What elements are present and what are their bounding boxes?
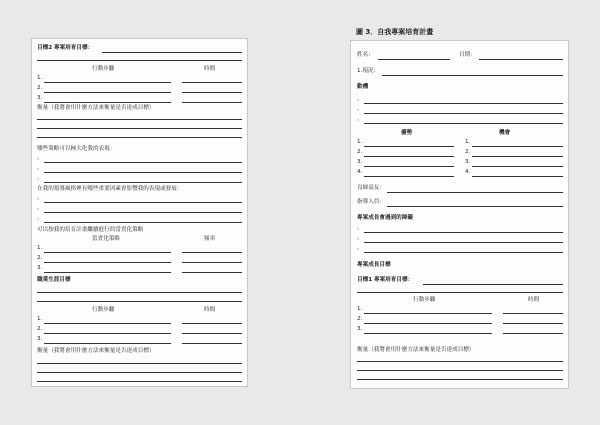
goal2-field-2[interactable]	[37, 60, 242, 61]
action-step-field[interactable]	[44, 102, 171, 103]
time-header: 時間	[528, 297, 540, 303]
bullet: 。	[37, 175, 43, 181]
row-number: 1.	[37, 75, 43, 81]
strategies-label: 哪些策略可以極大化我的表現：	[37, 146, 116, 152]
strategy-field[interactable]	[44, 172, 242, 173]
time-field[interactable]	[182, 82, 242, 83]
strength-field[interactable]	[364, 156, 454, 157]
time-field[interactable]	[182, 323, 242, 324]
action-step-field[interactable]	[44, 343, 171, 344]
time-field[interactable]	[503, 333, 563, 334]
row-number: 3.	[37, 265, 43, 271]
form-heading: 圖 3．自我專案培育計畫	[356, 28, 434, 36]
row-number: 1.	[37, 316, 43, 322]
row-number: 2.	[37, 85, 43, 91]
frequency-field[interactable]	[182, 262, 242, 263]
motivation-field[interactable]	[364, 123, 563, 124]
strengths-header: 優勢	[401, 130, 413, 136]
supervisor-field[interactable]	[387, 206, 563, 207]
measure-field[interactable]	[37, 137, 242, 138]
measure-field[interactable]	[37, 372, 242, 373]
bullet: 。	[37, 195, 43, 201]
strength-field[interactable]	[364, 176, 454, 177]
obstacle-field[interactable]	[364, 242, 563, 243]
accountability-header: 當責化策略	[92, 236, 120, 242]
time-field[interactable]	[182, 333, 242, 334]
row-number: 2.	[357, 149, 363, 155]
row-number: 4.	[465, 169, 471, 175]
accountability-field[interactable]	[44, 262, 171, 263]
time-header: 時間	[204, 66, 216, 72]
row-number: 2.	[37, 326, 43, 332]
row-number: 1.	[357, 139, 363, 145]
goal2-label: 目標2 專案培育目標：	[37, 45, 94, 51]
action-step-field[interactable]	[364, 313, 492, 314]
row-number: 2.	[465, 149, 471, 155]
accountability-field[interactable]	[44, 272, 171, 273]
leadership-field[interactable]	[44, 212, 242, 213]
supervisor-label: 指導人員：	[357, 199, 385, 205]
growth-goal-label: 專案成長目標	[357, 262, 391, 268]
goal1-field[interactable]	[423, 284, 563, 285]
bullet: 。	[37, 155, 43, 161]
name-label: 姓名：	[357, 52, 374, 58]
opportunity-field[interactable]	[472, 166, 563, 167]
row-number: 1.	[465, 139, 471, 145]
frequency-field[interactable]	[182, 252, 242, 253]
accountability-field[interactable]	[44, 252, 171, 253]
measure-field[interactable]	[357, 361, 563, 362]
action-step-field[interactable]	[44, 333, 171, 334]
bullet: 。	[357, 245, 363, 251]
form-page-left	[31, 38, 248, 387]
action-steps-header-2: 行動步驟	[92, 307, 115, 313]
bullet: 。	[357, 96, 363, 102]
career-label: 職業生涯目標	[37, 277, 71, 283]
strength-field[interactable]	[364, 146, 454, 147]
opportunity-field[interactable]	[472, 146, 563, 147]
measure-field[interactable]	[357, 370, 563, 371]
status-field[interactable]	[382, 75, 563, 76]
action-steps-header: 行動步驟	[413, 297, 436, 303]
mentor-field[interactable]	[387, 192, 563, 193]
career-field[interactable]	[37, 301, 242, 302]
row-number: 3.	[357, 326, 363, 332]
leadership-field[interactable]	[44, 222, 242, 223]
action-step-field[interactable]	[44, 92, 171, 93]
goal1-field-2[interactable]	[357, 292, 563, 293]
measure-label: 衡量（我將會用什麼方法來衡量是否達成目標）	[37, 105, 155, 111]
frequency-field[interactable]	[182, 272, 242, 273]
time-field[interactable]	[182, 343, 242, 344]
time-field[interactable]	[182, 102, 242, 103]
bullet: 。	[37, 165, 43, 171]
goal2-field[interactable]	[102, 52, 242, 53]
leadership-field[interactable]	[44, 202, 242, 203]
bullet: 。	[357, 235, 363, 241]
measure-label: 衡量（我將會用什麼方法來衡量是否達成目標）	[357, 347, 475, 353]
row-number: 1.	[37, 245, 43, 251]
strategy-field[interactable]	[44, 182, 242, 183]
frequency-header: 頻率	[204, 236, 216, 242]
time-field[interactable]	[503, 323, 563, 324]
row-number: 2.	[37, 255, 43, 261]
opportunity-field[interactable]	[472, 156, 563, 157]
row-number: 1.	[357, 306, 363, 312]
motivation-field[interactable]	[364, 113, 563, 114]
time-field[interactable]	[503, 313, 563, 314]
opportunity-field[interactable]	[472, 176, 563, 177]
opportunities-header: 機會	[499, 130, 511, 136]
time-header-2: 時間	[204, 307, 216, 313]
motivation-label: 動機	[357, 84, 369, 90]
row-number: 3.	[357, 159, 363, 165]
row-number: 4.	[357, 169, 363, 175]
form-page-right	[350, 40, 569, 389]
measure-field[interactable]	[357, 379, 563, 380]
time-field[interactable]	[182, 92, 242, 93]
bullet: 。	[357, 106, 363, 112]
measure-field[interactable]	[37, 119, 242, 120]
bullet: 。	[37, 205, 43, 211]
action-step-field[interactable]	[44, 323, 171, 324]
name-field[interactable]	[378, 59, 450, 60]
career-field[interactable]	[37, 292, 242, 293]
row-number: 3.	[37, 95, 43, 101]
row-number: 2.	[357, 316, 363, 322]
bullet: 。	[357, 116, 363, 122]
motivation-field[interactable]	[364, 103, 563, 104]
measure-field[interactable]	[37, 128, 242, 129]
obstacle-field[interactable]	[364, 232, 563, 233]
action-step-field[interactable]	[364, 333, 492, 334]
bullet: 。	[37, 215, 43, 221]
measure-field[interactable]	[37, 363, 242, 364]
obstacle-field[interactable]	[364, 252, 563, 253]
measure-label-2: 衡量（我將會用什麼方法來衡量是否達成目標）	[37, 348, 155, 354]
bullet: 。	[357, 225, 363, 231]
action-step-field[interactable]	[44, 82, 171, 83]
goal1-label: 目標1 專案培育目標：	[357, 277, 414, 283]
mentor-label: 良師益友：	[357, 185, 385, 191]
action-step-field[interactable]	[364, 323, 492, 324]
status-label: 1.現況：	[357, 68, 380, 74]
date-label: 日期：	[459, 52, 476, 58]
row-number: 3.	[37, 336, 43, 342]
obstacles-label: 專案成長會遇到的障礙	[357, 215, 413, 221]
leadership-label: 在我的領導風格裡有哪些重要因素會影響我的表現或發展：	[37, 186, 183, 192]
measure-field[interactable]	[37, 381, 242, 382]
optimize-label: 可以按我的培育計畫繼續進行的當責化策略	[37, 227, 144, 233]
date-field[interactable]	[479, 59, 563, 60]
strategy-field[interactable]	[44, 162, 242, 163]
action-steps-header: 行動步驟	[92, 66, 115, 72]
row-number: 3.	[465, 159, 471, 165]
strength-field[interactable]	[364, 166, 454, 167]
